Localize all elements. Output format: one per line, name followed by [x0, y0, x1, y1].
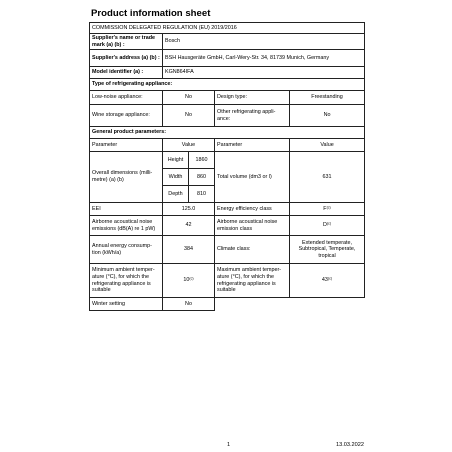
- max-ambient-temp-value: [290, 264, 365, 298]
- eei-row: [90, 203, 365, 216]
- design-type-label: Design type:: [215, 91, 290, 105]
- supplier-address-label: Supplier's address (a) (b) :: [90, 50, 163, 67]
- regulation-row: [90, 23, 365, 34]
- appliance-type-heading-row: [90, 79, 365, 91]
- other-appliance-value: No: [290, 105, 365, 127]
- column-header-parameter-2: Parameter: [215, 139, 290, 152]
- depth-value: 810: [189, 186, 215, 203]
- eei-label: EEI: [90, 203, 163, 216]
- max-ambient-temp-number: 43: [321, 277, 328, 284]
- wine-storage-row: [90, 105, 365, 127]
- min-ambient-temp-number: 10: [183, 277, 190, 284]
- energy-efficiency-class-value: [290, 203, 365, 216]
- noise-emissions-label: Airborne acoustical noise emissions (dB(A) re 1 pW): [90, 216, 163, 236]
- low-noise-value: No: [163, 91, 215, 105]
- page-title: Product information sheet: [91, 8, 211, 19]
- min-ambient-temp-label: Minimum ambient temper- ature (°C), for which the refrigerating appliance is suitable: [90, 264, 163, 298]
- appliance-type-heading: Type of refrigerating appliance:: [90, 79, 365, 91]
- winter-setting-label: Winter setting: [90, 298, 163, 311]
- total-volume-label: Total volume (dm3 or l): [215, 152, 290, 203]
- climate-class-value: Extended temperate, Subtropical, Temperate, tropical: [290, 236, 365, 264]
- product-information-sheet: [89, 8, 364, 311]
- eei-value: 125.0: [163, 203, 215, 216]
- model-identifier-label: Model identifier (a) :: [90, 67, 163, 79]
- energy-consumption-value: 384: [163, 236, 215, 264]
- supplier-address-row: [90, 50, 365, 67]
- energy-consumption-label: Annual energy consump- tion (kWh/a): [90, 236, 163, 264]
- dimensions-height-row: [90, 152, 365, 169]
- min-ambient-temp-value: [163, 264, 215, 298]
- energy-efficiency-class-letter: F: [323, 205, 327, 212]
- ambient-temperature-row: [90, 264, 365, 298]
- climate-class-label: Climate class:: [215, 236, 290, 264]
- wine-storage-label: Wine storage appliance:: [90, 105, 163, 127]
- column-header-parameter: Parameter: [90, 139, 163, 152]
- column-header-row: [90, 139, 365, 152]
- winter-setting-value: No: [163, 298, 215, 311]
- noise-row: [90, 216, 365, 236]
- design-type-value: Freestanding: [290, 91, 365, 105]
- energy-efficiency-class-label: Energy efficiency class: [215, 203, 290, 216]
- empty-cell: [290, 298, 365, 311]
- overall-dimensions-label: Overall dimensions (milli- metre) (a) (b): [90, 152, 163, 203]
- supplier-name-label: Supplier's name or trade mark (a) (b) :: [90, 34, 163, 50]
- energy-efficiency-class-footnote: (c): [326, 205, 331, 210]
- general-parameters-heading: General product parameters:: [90, 127, 365, 139]
- max-ambient-temp-footnote: (c): [327, 276, 333, 281]
- noise-emission-class-footnote: (c): [326, 221, 332, 226]
- height-label: Height: [163, 152, 189, 169]
- noise-emission-class-label: Airborne acoustical noise emission class: [215, 216, 290, 236]
- footer-date: 13.03.2022: [336, 442, 364, 448]
- noise-emissions-value: 42: [163, 216, 215, 236]
- width-value: 860: [189, 169, 215, 186]
- depth-label: Depth: [163, 186, 189, 203]
- product-info-table: [89, 22, 365, 311]
- model-identifier-value: KGN864IFA: [163, 67, 365, 79]
- low-noise-row: [90, 91, 365, 105]
- page-number: 1: [227, 442, 231, 448]
- width-label: Width: [163, 169, 189, 186]
- supplier-name-row: [90, 34, 365, 50]
- column-header-value-2: Value: [290, 139, 365, 152]
- wine-storage-value: No: [163, 105, 215, 127]
- model-identifier-row: [90, 67, 365, 79]
- max-ambient-temp-label: Maximum ambient temper- ature (°C), for which the refrigerating appliance is suitable: [215, 264, 290, 298]
- low-noise-label: Low-noise appliance:: [90, 91, 163, 105]
- empty-cell: [215, 298, 290, 311]
- noise-emission-class-value: [290, 216, 365, 236]
- general-parameters-heading-row: [90, 127, 365, 139]
- noise-emission-class-letter: D: [322, 222, 327, 229]
- supplier-name-value: Bosch: [163, 34, 365, 50]
- energy-consumption-row: [90, 236, 365, 264]
- min-ambient-temp-footnote: (c): [189, 276, 194, 281]
- supplier-address-value: BSH Hausgeräte GmbH, Carl-Wery-Str. 34, 81739 Munich, Germany: [163, 50, 365, 67]
- winter-setting-row: [90, 298, 365, 311]
- other-appliance-label: Other refrigerating appli- ance:: [215, 105, 290, 127]
- regulation-text: COMMISSION DELEGATED REGULATION (EU) 2019/2016: [90, 23, 365, 34]
- total-volume-value: 631: [290, 152, 365, 203]
- column-header-value: Value: [163, 139, 215, 152]
- height-value: 1860: [189, 152, 215, 169]
